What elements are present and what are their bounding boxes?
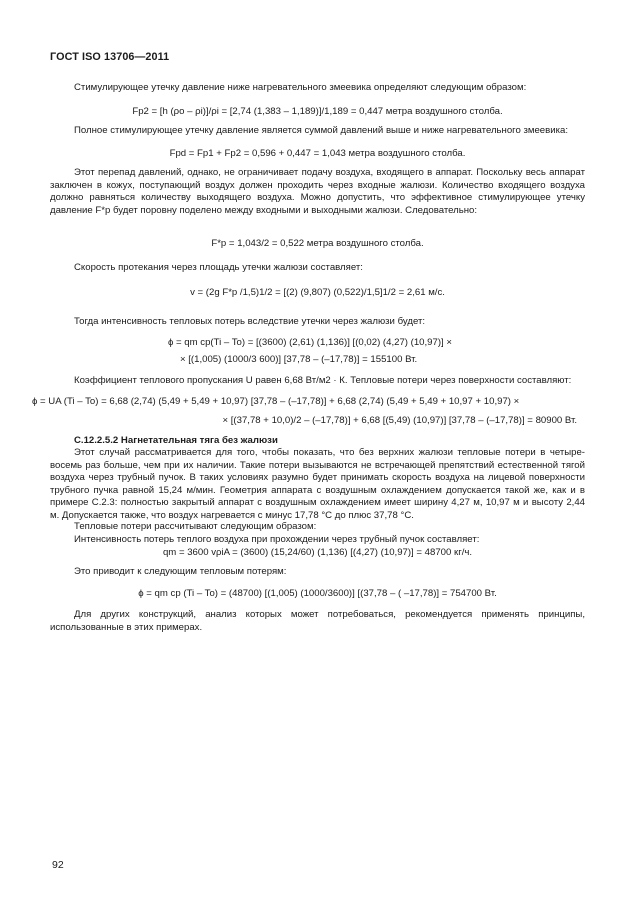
paragraph-pressure-drop: Этот перепад давлений, однако, не ограничивает подачу воздуха, входящего в аппарат. Поскольку весь аппарат заключен в кожух, поступающий воздух должен проходить через входные жалюзи. Количество входящего воздуха должно равняться количеству выходящего воздуха. Можно допустить, что эффективное стимулирующее утечку давление F*p будет поровну поделено между входными и выходными жалюзи. Следовательно:: [50, 167, 585, 216]
paragraph-warm-air-loss: Интенсивность потерь теплого воздуха при прохождении через трубный пучок составляет:: [74, 534, 480, 545]
paragraph-heat-loss-intensity: Тогда интенсивность тепловых потерь вследствие утечки через жалюзи будет:: [74, 316, 426, 327]
equation-fp-star: F*p = 1,043/2 = 0,522 метра воздушного столба.: [211, 238, 424, 249]
section-heading: С.12.2.5.2 Нагнетательная тяга без жалюзи: [74, 435, 278, 446]
paragraph-forced-draft: Этот случай рассматривается для того, чтобы показать, что без верхних жалюзи тепловые потери в четыре-восемь раз больше, чем при их наличии. Такие потери вызываются не встречающей препятствий естественной тягой воздуха через трубный пучок. В таких условиях разумно будет принимать скорость воздуха на лицевой поверхности трубного пучка равной 15,24 м/мин. Геометрия аппарата с воздушным охлаждением допускается такой же, как и в примере С.2.3: полностью закрытый аппарат с воздушным охлаждением имеет ширину 4,27 м, 10,97 м и высоту 2,44 м. Допускается также, что воздух нагревается с минус 17,78 °С до плюс 37,78 °С.: [50, 447, 585, 521]
paragraph-calc-intro: Тепловые потери рассчитывают следующим образом:: [74, 521, 317, 532]
paragraph-leak-velocity: Скорость протекания через площадь утечки жалюзи составляет:: [74, 262, 363, 273]
equation-surface-loss-line1: ϕ = UA (Ti – To) = 6,68 (2,74) (5,49 + 5,49 + 10,97) [37,78 – (–17,78)] + 6,68 (2,74) (5,49 + 5,49 + 10,97 + 10,97) ×: [32, 396, 520, 407]
paragraph-transmission-coefficient: Коэффициент теплового пропускания U равен 6,68 Вт/м2 · К. Тепловые потери через поверхности составляют:: [74, 375, 572, 386]
paragraph-result-intro: Это приводит к следующим тепловым потерям:: [74, 566, 287, 577]
equation-velocity: v = (2g F*p /1,5)1/2 = [(2) (9,807) (0,522)/1,5]1/2 = 2,61 м/с.: [190, 287, 445, 298]
equation-fp2: Fp2 = [h (ρo – ρi)]/ρi = [2,74 (1,383 – 1,189)]/1,189 = 0,447 метра воздушного столба.: [132, 106, 503, 117]
equation-leak-loss-line2: × [(1,005) (1000/3 600)] [37,78 – (–17,78)] = 155100 Вт.: [180, 354, 418, 365]
standard-header: ГОСТ ISO 13706—2011: [50, 51, 170, 63]
paragraph-pressure-below: Стимулирующее утечку давление ниже нагревательного змеевика определяют следующим образом:: [74, 82, 527, 93]
equation-leak-loss-line1: ϕ = qm cp(Ti – To) = [(3600) (2,61) (1,136)] [(0,02) (4,27) (10,97)] ×: [168, 337, 452, 348]
paragraph-total-pressure: Полное стимулирующее утечку давление является суммой давлений выше и ниже нагревательного змеевика:: [74, 125, 569, 136]
equation-mass-flow: qm = 3600 vρiA = (3600) (15,24/60) (1,136) [(4,27) (10,97)] = 48700 кг/ч.: [162, 547, 473, 558]
equation-fpd: Fpd = Fp1 + Fp2 = 0,596 + 0,447 = 1,043 метра воздушного столба.: [169, 148, 466, 159]
page-number: 92: [52, 859, 64, 871]
equation-surface-loss-line2: × [(37,78 + 10,0)/2 – (–17,78)] + 6,68 [(5,49) (10,97)] [37,78 – (–17,78)] = 80900 Вт.: [222, 415, 577, 426]
paragraph-conclusion: Для других конструкций, анализ которых может потребоваться, рекомендуется применять принципы, использованные в этих примерах.: [50, 609, 585, 633]
equation-total-loss: ϕ = qm cp (Ti – To) = (48700) [(1,005) (1000/3600)] [(37,78 – ( –17,78)] = 754700 Вт.: [138, 588, 497, 599]
